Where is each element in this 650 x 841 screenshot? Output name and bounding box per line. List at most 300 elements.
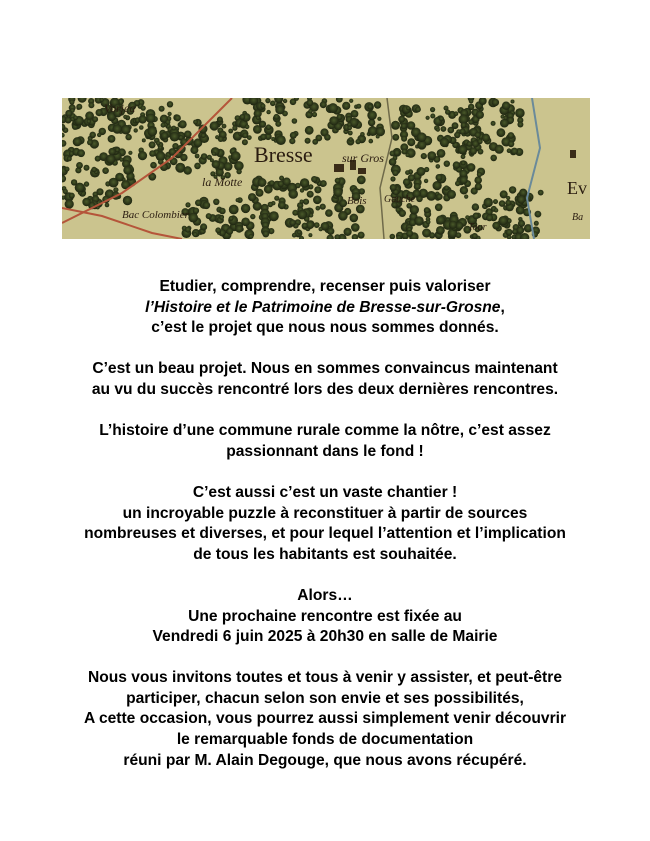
tree-mark <box>491 121 496 126</box>
tree-mark <box>171 126 176 131</box>
tree-mark <box>396 207 401 212</box>
tree-mark <box>283 99 287 103</box>
tree-mark <box>430 114 435 119</box>
tree-mark <box>460 176 468 184</box>
tree-mark <box>320 180 327 187</box>
tree-mark <box>503 116 507 120</box>
tree-mark <box>128 151 132 155</box>
tree-mark <box>402 149 408 155</box>
tree-mark <box>303 199 309 205</box>
tree-mark <box>195 200 202 207</box>
tree-mark <box>170 132 180 142</box>
tree-mark <box>248 234 253 239</box>
tree-mark <box>515 108 525 118</box>
text-line: Nous vous invitons toutes et tous à venir y assister, et peut-être <box>87 669 562 687</box>
map-illustration <box>62 98 590 239</box>
tree-mark <box>265 98 270 103</box>
paragraph-success <box>20 359 630 400</box>
tree-mark <box>461 161 466 166</box>
map-label: Bac Colombier <box>122 209 189 221</box>
tree-mark <box>76 104 82 110</box>
tree-mark <box>464 195 468 199</box>
tree-mark <box>407 138 415 146</box>
tree-mark <box>455 181 460 186</box>
tree-mark <box>509 186 516 193</box>
tree-mark <box>502 102 510 110</box>
tree-mark <box>212 152 216 156</box>
tree-mark <box>222 124 227 129</box>
tree-mark <box>184 166 192 174</box>
tree-mark <box>212 160 220 168</box>
tree-mark <box>239 114 245 120</box>
tree-mark <box>260 103 265 108</box>
tree-mark <box>274 114 280 120</box>
paragraph-invitation <box>20 668 630 771</box>
tree-mark <box>320 204 326 210</box>
tree-mark <box>407 121 416 130</box>
tree-mark <box>113 124 122 133</box>
tree-mark <box>89 132 96 139</box>
tree-mark <box>327 228 334 235</box>
tree-mark <box>426 116 430 120</box>
tree-mark <box>232 126 237 131</box>
tree-mark <box>300 178 309 187</box>
tree-mark <box>460 186 468 194</box>
tree-mark <box>429 232 435 238</box>
tree-mark <box>349 99 353 103</box>
tree-mark <box>65 200 74 209</box>
tree-mark <box>65 167 70 172</box>
tree-mark <box>87 140 93 146</box>
tree-mark <box>470 147 477 154</box>
tree-mark <box>307 191 314 198</box>
tree-mark <box>266 110 270 114</box>
tree-mark <box>288 189 298 199</box>
map-label: Ba <box>572 212 584 223</box>
tree-mark <box>206 213 212 219</box>
tree-mark <box>184 131 192 139</box>
tree-mark <box>210 121 219 130</box>
tree-mark <box>269 211 279 221</box>
tree-mark <box>314 186 321 193</box>
tree-mark <box>241 204 250 213</box>
tree-mark <box>308 233 312 237</box>
paragraph-history <box>20 421 630 462</box>
tree-mark <box>517 122 523 128</box>
tree-mark <box>518 220 525 227</box>
tree-mark <box>508 141 514 147</box>
historic-map-image <box>62 98 590 239</box>
tree-mark <box>392 170 398 176</box>
tree-mark <box>401 123 407 129</box>
tree-mark <box>401 136 407 142</box>
tree-mark <box>88 102 94 108</box>
tree-mark <box>253 125 262 134</box>
tree-mark <box>65 110 72 117</box>
tree-mark <box>534 221 539 226</box>
tree-mark <box>161 132 169 140</box>
tree-mark <box>84 181 89 186</box>
tree-mark <box>283 178 291 186</box>
tree-mark <box>213 199 219 205</box>
tree-mark <box>228 129 233 134</box>
tree-mark <box>351 223 360 232</box>
tree-mark <box>391 121 400 130</box>
tree-mark <box>67 156 72 161</box>
tree-mark <box>342 102 350 110</box>
tree-mark <box>193 208 199 214</box>
tree-mark <box>87 119 91 123</box>
tree-mark <box>314 222 320 228</box>
tree-mark <box>424 179 428 183</box>
tree-mark <box>256 116 260 120</box>
tree-mark <box>297 210 307 220</box>
tree-mark <box>161 123 166 128</box>
tree-mark <box>339 199 347 207</box>
tree-mark <box>119 158 123 162</box>
tree-mark <box>473 213 480 220</box>
tree-mark <box>497 128 506 137</box>
map-label: sur Gros <box>342 151 384 165</box>
tree-mark <box>274 196 279 201</box>
tree-mark <box>406 230 413 237</box>
tree-mark <box>441 126 447 132</box>
tree-mark <box>347 126 352 131</box>
tree-mark <box>224 162 233 171</box>
tree-mark <box>461 122 467 128</box>
tree-mark <box>292 210 298 216</box>
tree-mark <box>229 205 239 215</box>
tree-mark <box>115 173 124 182</box>
tree-mark <box>256 189 264 197</box>
tree-mark <box>156 141 161 146</box>
tree-mark <box>424 207 430 213</box>
tree-mark <box>367 104 373 110</box>
tree-mark <box>84 165 90 171</box>
tree-mark <box>149 150 156 157</box>
tree-mark <box>308 109 312 113</box>
tree-mark <box>472 233 478 239</box>
tree-mark <box>266 124 272 130</box>
project-title: l’Histoire et le Patrimoine de Bresse-sur-Grosne <box>145 298 501 316</box>
tree-mark <box>350 214 359 223</box>
tree-mark <box>427 151 436 160</box>
tree-mark <box>229 216 234 221</box>
tree-mark <box>201 133 206 138</box>
tree-mark <box>351 110 359 118</box>
tree-mark <box>454 111 459 116</box>
tree-mark <box>217 117 223 123</box>
tree-mark <box>190 146 198 154</box>
tree-mark <box>63 189 68 194</box>
tree-mark <box>185 202 190 207</box>
tree-mark <box>300 200 304 204</box>
tree-mark <box>417 132 427 142</box>
map-label: Vorjea <box>104 101 136 115</box>
tree-mark <box>105 203 110 208</box>
text-line: c’est le projet que nous nous sommes donnés. <box>151 319 499 337</box>
map-label: la Motte <box>202 175 243 189</box>
tree-mark <box>97 133 101 137</box>
tree-mark <box>468 104 474 110</box>
tree-mark <box>180 154 187 161</box>
tree-mark <box>499 216 508 225</box>
tree-mark <box>73 137 82 146</box>
tree-mark <box>264 185 273 194</box>
tree-mark <box>494 208 498 212</box>
tree-mark <box>150 162 157 169</box>
text-line: C’est aussi c’est un vaste chantier ! <box>192 483 458 501</box>
tree-mark <box>75 183 85 193</box>
tree-mark <box>492 222 500 230</box>
tree-mark <box>108 148 115 155</box>
tree-mark <box>453 161 460 168</box>
tree-mark <box>219 215 224 220</box>
tree-mark <box>194 163 201 170</box>
map-label: Bresse <box>254 142 313 167</box>
tree-mark <box>305 126 314 135</box>
tree-mark <box>77 149 85 157</box>
tree-mark <box>316 206 321 211</box>
tree-mark <box>167 101 173 107</box>
tree-mark <box>475 132 481 138</box>
tree-mark <box>367 111 377 121</box>
tree-mark <box>467 163 476 172</box>
tree-mark <box>73 115 78 120</box>
map-label: Ev <box>567 178 587 198</box>
tree-mark <box>138 115 146 123</box>
tree-mark <box>436 193 443 200</box>
tree-mark <box>490 155 497 162</box>
tree-mark <box>415 107 421 113</box>
tree-mark <box>115 148 120 153</box>
tree-mark <box>174 115 181 122</box>
tree-mark <box>271 137 275 141</box>
tree-mark <box>403 178 410 185</box>
tree-mark <box>449 221 457 229</box>
tree-mark <box>195 154 200 159</box>
tree-mark <box>444 185 449 190</box>
tree-mark <box>324 134 331 141</box>
text-line: Etudier, comprendre, recenser puis valoriser <box>159 278 491 295</box>
tree-mark <box>329 116 338 125</box>
tree-mark <box>241 218 250 227</box>
text-line: Une prochaine rencontre est fixée au <box>188 607 462 625</box>
tree-mark <box>495 145 504 154</box>
tree-mark <box>436 128 440 132</box>
tree-mark <box>517 195 525 203</box>
tree-mark <box>357 176 366 185</box>
tree-mark <box>436 226 445 235</box>
tree-mark <box>478 149 484 155</box>
tree-mark <box>125 134 131 140</box>
tree-mark <box>148 127 158 137</box>
tree-mark <box>219 208 226 215</box>
tree-mark <box>444 161 450 167</box>
tree-mark <box>486 214 493 221</box>
tree-mark <box>430 107 435 112</box>
tree-mark <box>123 166 132 175</box>
tree-mark <box>472 203 479 210</box>
tree-mark <box>390 184 397 191</box>
tree-mark <box>295 183 301 189</box>
tree-mark <box>452 122 459 129</box>
tree-mark <box>440 138 449 147</box>
tree-mark <box>477 172 482 177</box>
tree-mark <box>82 198 90 206</box>
tree-mark <box>390 176 395 181</box>
text-line: nombreuses et diverses, et pour lequel l’attention et l’implication <box>84 525 566 543</box>
tree-mark <box>398 116 405 123</box>
tree-mark <box>138 151 147 160</box>
tree-mark <box>376 135 380 139</box>
text-line: passionnant dans le fond ! <box>226 442 424 460</box>
tree-mark <box>297 230 301 234</box>
tree-mark <box>505 200 511 206</box>
map-label: Gauche <box>384 194 416 205</box>
text-line: le remarquable fonds de documentation <box>176 731 474 749</box>
tree-mark <box>236 198 240 202</box>
tree-mark <box>325 209 333 217</box>
tree-mark <box>95 156 101 162</box>
tree-mark <box>436 164 441 169</box>
tree-mark <box>134 128 138 132</box>
tree-mark <box>319 227 323 231</box>
tree-mark <box>394 150 400 156</box>
tree-mark <box>456 232 462 238</box>
tree-mark <box>290 132 297 139</box>
tree-mark <box>512 229 518 235</box>
tree-mark <box>447 190 456 199</box>
tree-mark <box>242 139 248 145</box>
tree-mark <box>275 105 284 114</box>
tree-mark <box>506 229 513 236</box>
tree-mark <box>416 196 423 203</box>
text-line: de tous les habitants est souhaitée. <box>193 545 457 563</box>
tree-mark <box>445 109 450 114</box>
tree-mark <box>215 227 221 233</box>
meeting-date: Vendredi 6 juin 2025 à 20h30 en salle de Mairie <box>152 628 498 646</box>
tree-mark <box>469 99 474 104</box>
tree-mark <box>508 132 515 139</box>
tree-mark <box>492 99 499 106</box>
tree-mark <box>454 132 460 138</box>
tree-mark <box>389 158 397 166</box>
tree-mark <box>242 133 248 139</box>
paragraph-intro <box>20 277 630 339</box>
comma: , <box>500 298 505 316</box>
tree-mark <box>348 137 353 142</box>
tree-mark <box>312 139 318 145</box>
tree-mark <box>344 228 352 236</box>
tree-mark <box>158 146 162 150</box>
announcement-text <box>20 277 630 792</box>
text-line: un incroyable puzzle à reconstituer à partir de sources <box>122 504 528 522</box>
tree-mark <box>260 134 267 141</box>
tree-mark <box>108 135 116 143</box>
tree-mark <box>320 101 327 108</box>
tree-mark <box>218 136 224 142</box>
tree-mark <box>275 121 281 127</box>
tree-mark <box>121 125 131 135</box>
tree-mark <box>188 213 198 223</box>
tree-mark <box>476 111 484 119</box>
tree-mark <box>193 232 198 237</box>
tree-mark <box>69 100 74 105</box>
tree-mark <box>426 191 436 201</box>
tree-mark <box>96 109 103 116</box>
paragraph-chantier <box>20 483 630 565</box>
tree-mark <box>200 223 207 230</box>
tree-mark <box>392 134 399 141</box>
tree-mark <box>207 155 212 160</box>
tree-mark <box>468 120 473 125</box>
tree-mark <box>201 153 208 160</box>
tree-mark <box>270 101 276 107</box>
tree-mark <box>231 151 241 161</box>
tree-mark <box>123 115 127 119</box>
tree-mark <box>435 204 443 212</box>
tree-mark <box>106 154 115 163</box>
text-line <box>20 298 630 319</box>
tree-mark <box>269 180 275 186</box>
tree-mark <box>328 103 338 113</box>
tree-mark <box>467 141 473 147</box>
tree-mark <box>306 99 313 106</box>
tree-mark <box>139 125 144 130</box>
text-line: L’histoire d’une commune rurale comme la nôtre, c’est assez <box>99 422 551 440</box>
tree-mark <box>374 101 381 108</box>
tree-mark <box>235 225 243 233</box>
text-line: A cette occasion, vous pourrez aussi simplement venir découvrir <box>83 710 567 728</box>
tree-mark <box>482 134 490 142</box>
tree-mark <box>414 183 421 190</box>
tree-mark <box>348 131 353 136</box>
tree-mark <box>302 223 308 229</box>
tree-mark <box>437 149 446 158</box>
tree-mark <box>165 120 170 125</box>
tree-mark <box>426 220 431 225</box>
text-line: participer, chacun selon son envie et ses possibilités, <box>126 689 524 707</box>
tree-mark <box>142 138 146 142</box>
tree-mark <box>76 162 83 169</box>
text-line: réuni par M. Alain Degouge, que nous avons récupéré. <box>123 751 527 769</box>
paragraph-meeting <box>20 586 630 648</box>
tree-mark <box>359 188 365 194</box>
text-line: C’est un beau projet. Nous en sommes convaincus maintenant <box>92 360 558 378</box>
tree-mark <box>292 118 298 124</box>
tree-mark <box>149 141 156 148</box>
tree-mark <box>377 117 381 121</box>
tree-mark <box>226 228 233 235</box>
tree-mark <box>335 178 341 184</box>
tree-mark <box>474 176 482 184</box>
tree-mark <box>258 178 267 187</box>
tree-mark <box>91 167 96 172</box>
tree-mark <box>289 219 296 226</box>
tree-mark <box>417 167 426 176</box>
tree-mark <box>312 112 317 117</box>
tree-mark <box>475 183 482 190</box>
tree-mark <box>414 216 423 225</box>
tree-mark <box>159 106 165 112</box>
tree-mark <box>436 215 445 224</box>
tree-mark <box>406 106 410 110</box>
tree-mark <box>179 120 187 128</box>
tree-mark <box>146 114 156 124</box>
tree-mark <box>313 196 322 205</box>
tree-mark <box>236 169 241 174</box>
